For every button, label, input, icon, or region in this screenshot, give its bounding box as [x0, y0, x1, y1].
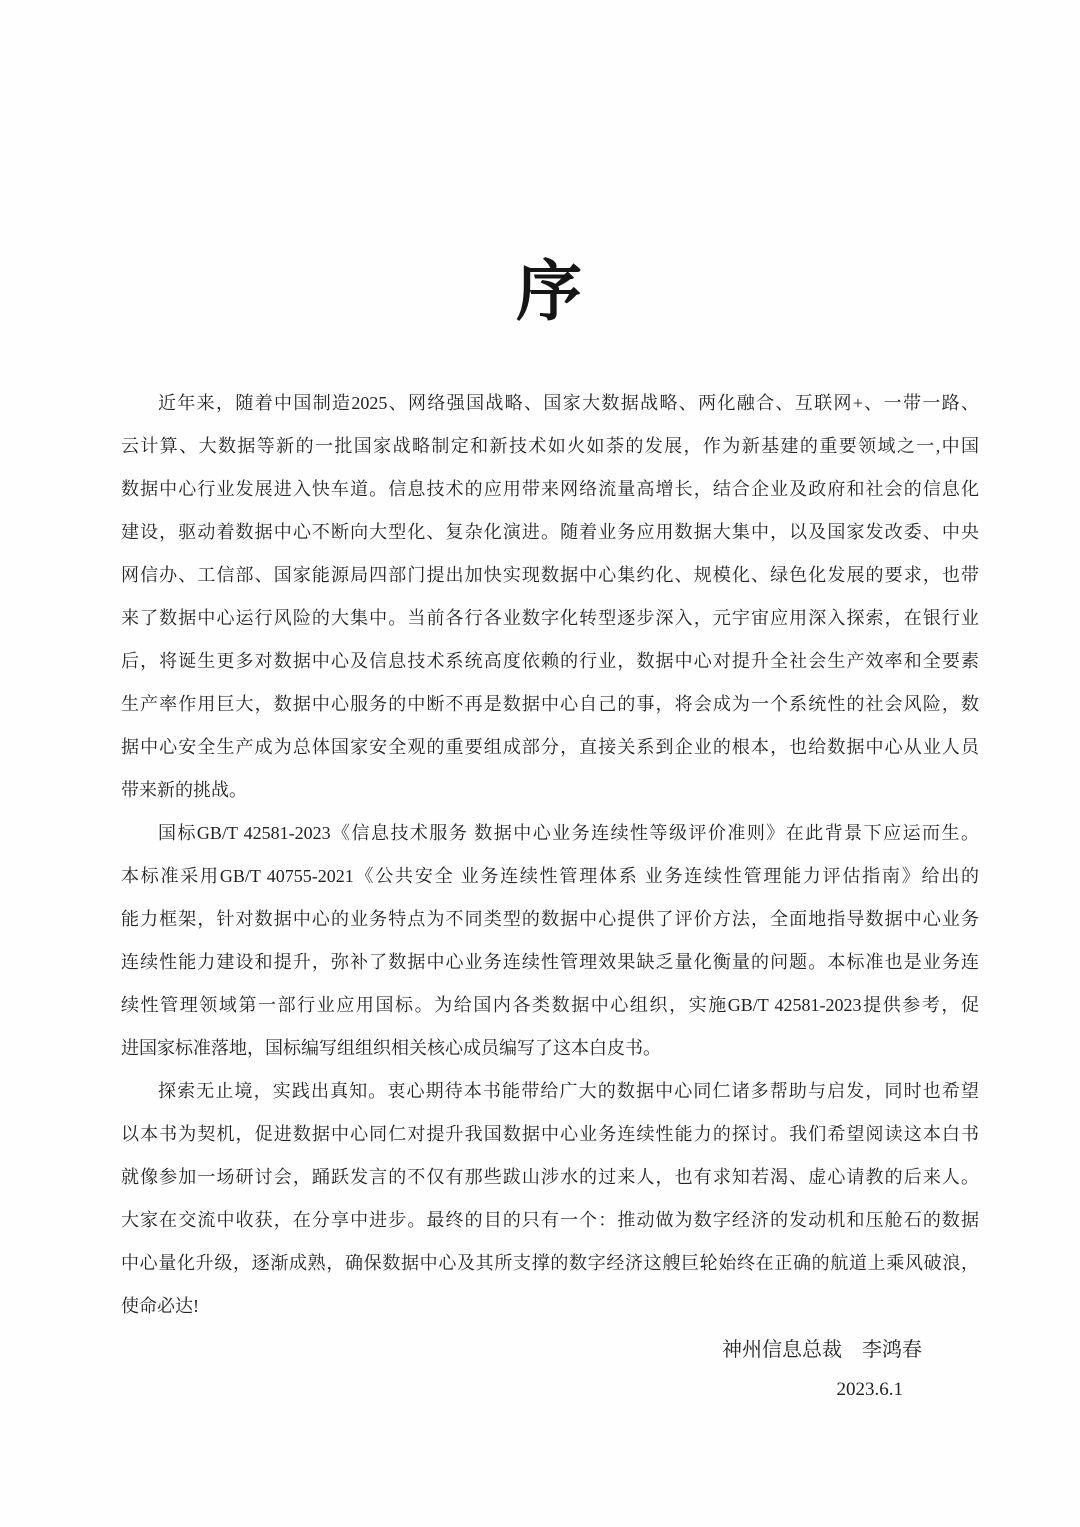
page-title: 序 [516, 256, 584, 329]
paragraph-line: 续性管理领域第一部行业应用国标。为给国内各类数据中心组织，实施GB/T 42581-2023提供参考，促 [121, 995, 979, 1015]
paragraph-line: 后，将诞生更多对数据中心及信息技术系统高度依赖的行业，数据中心对提升全社会生产效率和全要素 [121, 651, 979, 671]
paragraph-line: 本标准采用GB/T 40755-2021《公共安全 业务连续性管理体系 业务连续性管理能力评估指南》给出的 [121, 866, 979, 886]
paragraph-line: 数据中心行业发展进入快车道。信息技术的应用带来网络流量高增长，结合企业及政府和社会的信息化 [121, 479, 979, 499]
paragraph-line: 来了数据中心运行风险的大集中。当前各行各业数字化转型逐步深入，元宇宙应用深入探索，在银行业 [121, 608, 979, 628]
paragraph-line: 生产率作用巨大，数据中心服务的中断不再是数据中心自己的事，将会成为一个系统性的社会风险，数 [121, 694, 979, 714]
paragraph-line: 网信办、工信部、国家能源局四部门提出加快实现数据中心集约化、规模化、绿色化发展的要求，也带 [121, 565, 979, 585]
paragraph-line: 大家在交流中收获，在分享中进步。最终的目的只有一个：推动做为数字经济的发动机和压舱石的数据 [121, 1210, 979, 1230]
paragraph-line: 建设，驱动着数据中心不断向大型化、复杂化演进。随着业务应用数据大集中，以及国家发改委、中央 [121, 522, 979, 542]
paragraph-line: 近年来，随着中国制造2025、网络强国战略、国家大数据战略、两化融合、互联网+、一带一路、 [158, 393, 979, 413]
paragraph-line: 带来新的挑战。 [121, 780, 247, 800]
paragraph-line: 云计算、大数据等新的一批国家战略制定和新技术如火如荼的发展，作为新基建的重要领域之一,中国 [121, 436, 979, 456]
paragraph-line: 就像参加一场研讨会，踊跃发言的不仅有那些跋山涉水的过来人，也有求知若渴、虚心请教的后来人。 [121, 1167, 979, 1187]
paragraph-line: 使命必达! [121, 1296, 199, 1316]
paragraph-line: 能力框架，针对数据中心的业务特点为不同类型的数据中心提供了评价方法，全面地指导数据中心业务 [121, 909, 979, 929]
paragraph-line: 以本书为契机，促进数据中心同仁对提升我国数据中心业务连续性能力的探讨。我们希望阅读这本白书 [121, 1124, 979, 1144]
paragraph-line: 国标GB/T 42581-2023《信息技术服务 数据中心业务连续性等级评价准则》在此背景下应运而生。 [158, 823, 979, 843]
paragraph-line: 进国家标准落地，国标编写组组织相关核心成员编写了这本白皮书。 [121, 1038, 661, 1058]
paragraph-line: 中心量化升级，逐渐成熟，确保数据中心及其所支撑的数字经济这艘巨轮始终在正确的航道上乘风破浪， [121, 1253, 979, 1273]
paragraph-line: 据中心安全生产成为总体国家安全观的重要组成部分，直接关系到企业的根本，也给数据中心从业人员 [121, 737, 979, 757]
paragraph-line: 探索无止境，实践出真知。衷心期待本书能带给广大的数据中心同仁诸多帮助与启发，同时也希望 [158, 1081, 979, 1101]
date: 2023.6.1 [836, 1379, 903, 1400]
preface-body [121, 382, 979, 1328]
signature: 神州信息总裁 李鸿春 [722, 1339, 922, 1361]
paragraph-line: 连续性能力建设和提升，弥补了数据中心业务连续性管理效果缺乏量化衡量的问题。本标准也是业务连 [121, 952, 979, 972]
